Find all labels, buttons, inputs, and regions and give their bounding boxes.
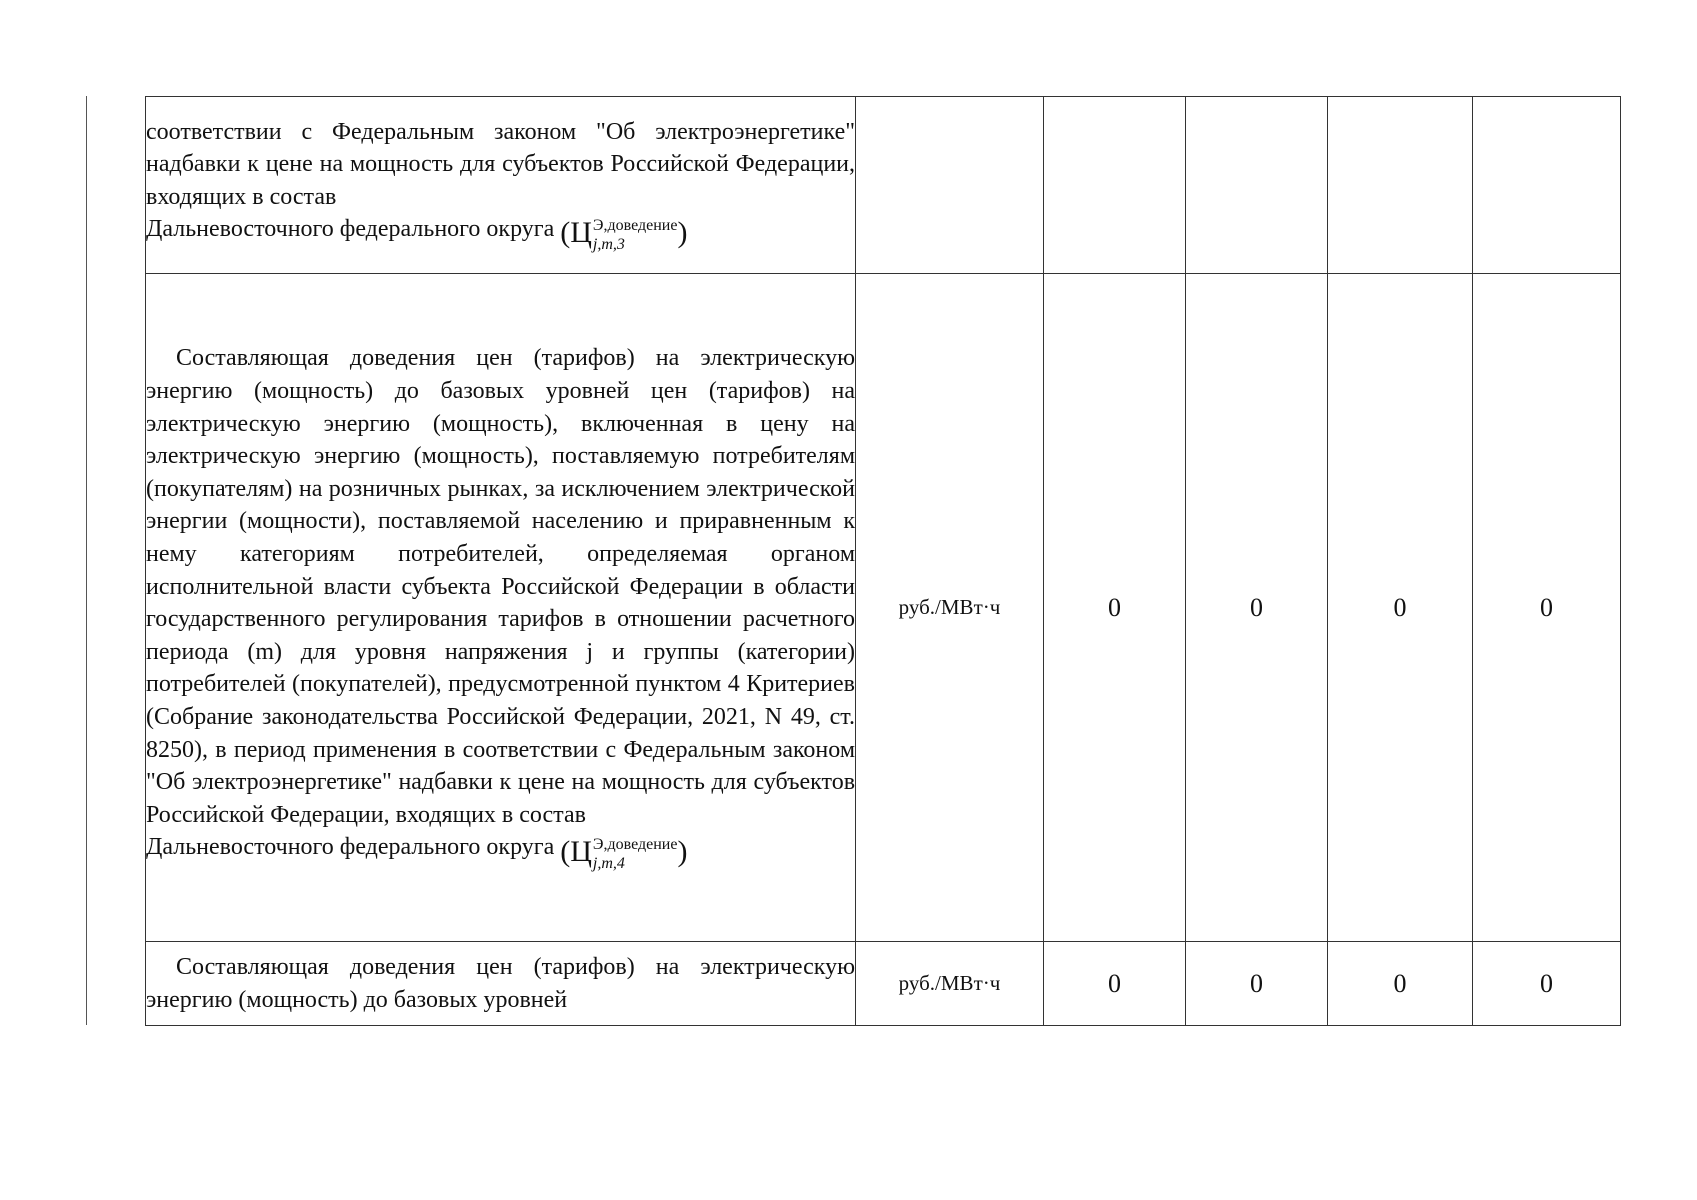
text-line: электроэнергетике" надбавки к цене на мощность для [146,118,856,178]
text-line: Дальневосточного федерального округа [146,834,561,861]
formula-symbol: (Ц [560,216,592,250]
value-cell [1044,97,1186,274]
formula-symbol: (Ц [560,834,592,868]
formula [560,835,687,873]
value-cell [1328,97,1473,274]
formula-subscript: j,m,4 [592,854,625,872]
text-line: соответствии с Федеральным законом "Об [146,118,636,145]
formula-close: ) [677,834,688,868]
text-line: Федерации, 2021, N 49, ст. 8250), в период применения в [146,704,855,763]
text-line: энергии (мощности), поставляемой населению и [146,508,668,535]
text-line: Составляющая доведения цен (тарифов) на [176,953,680,980]
table-row [146,942,1621,1026]
text-line: Составляющая доведения цен (тарифов) на [176,345,680,372]
text-line: (мощность), поставляемую потребителям (покупателям) [146,443,855,502]
formula-close: ) [677,216,688,250]
text-line: Дальневосточного федерального округа [146,216,561,243]
text-line: (m) для уровня напряжения j и группы (категории) [247,638,855,665]
formula [560,216,687,254]
value-cell: 0 [1328,274,1473,942]
text-line: потребителей (покупателей), предусмотренной пунктом 4 [146,671,740,698]
text-line: на розничных рынках, за исключением электрической [298,475,856,502]
text-line: определяемая органом исполнительной власти субъекта [146,541,855,600]
unit-cell [856,97,1044,274]
text-line: включенная в цену на электрическую энергию [146,410,856,470]
text-line: электроэнергетике" надбавки к цене на мощность для [192,769,747,796]
text-line: соответствии с Федеральным законом "Об [146,736,855,796]
text-line: регулирования тарифов в отношении расчетного периода [146,606,856,665]
row-description [146,274,856,942]
text-line: цен (тарифов) на электрическую энергию (мощность), [146,378,856,437]
unit-cell: руб./МВт·ч [856,274,1044,942]
text-line: электрическую энергию (мощность) до базовых уровней [146,345,856,405]
value-cell: 0 [1044,942,1186,1026]
text-line: Российской Федерации в области государственного [146,573,855,633]
tariff-table [145,96,1621,1026]
text-line: приравненным к нему категориям потребителей, [146,508,856,568]
text-line: электрическую энергию (мощность) до базовых уровней [146,953,856,1013]
table-row [146,97,1621,274]
formula-superscript: Э,доведение [592,217,678,235]
table-row [146,274,1621,942]
unit-cell: руб./МВт·ч [856,942,1044,1026]
value-cell [1473,97,1621,274]
row-description [146,97,856,274]
value-cell: 0 [1473,274,1621,942]
formula-subscript: j,m,3 [592,236,625,254]
text-line: Критериев (Собрание законодательства Российской [146,671,856,731]
formula-superscript: Э,доведение [592,835,678,853]
value-cell: 0 [1186,274,1328,942]
value-cell: 0 [1328,942,1473,1026]
text-line: субъектов Российской Федерации, входящих в состав [146,151,855,210]
row-description [146,942,856,1026]
value-cell [1186,97,1328,274]
text-line: субъектов Российской Федерации, входящих в состав [146,769,856,828]
value-cell: 0 [1473,942,1621,1026]
value-cell: 0 [1044,274,1186,942]
left-margin-line [86,96,87,1025]
value-cell: 0 [1186,942,1328,1026]
